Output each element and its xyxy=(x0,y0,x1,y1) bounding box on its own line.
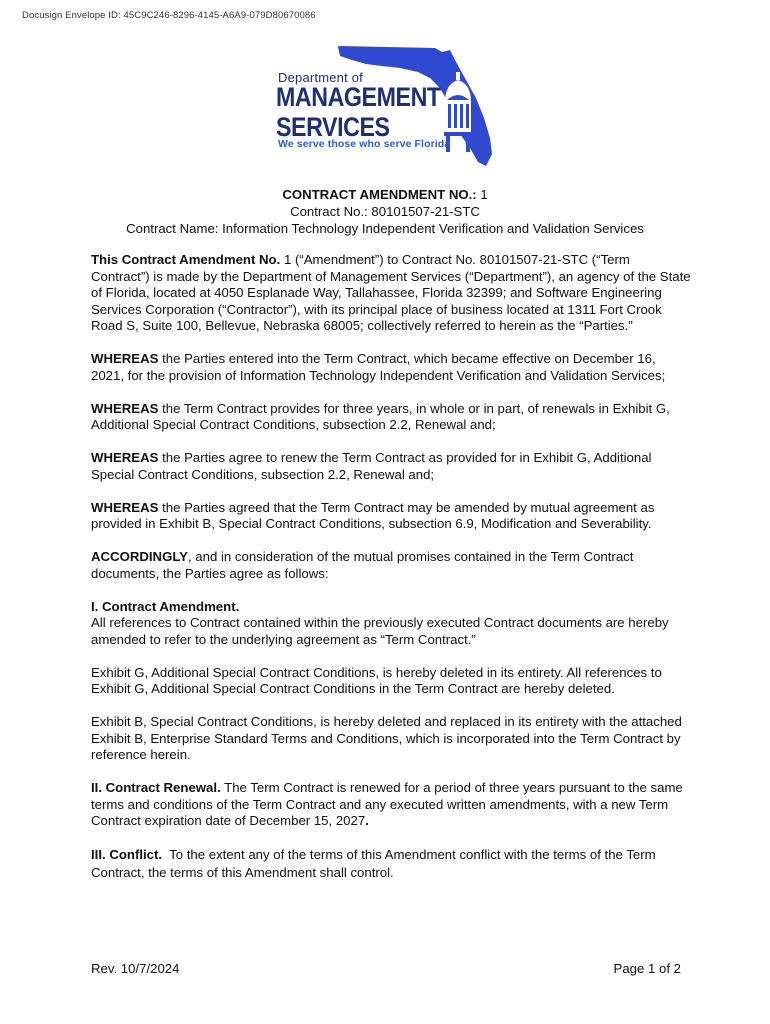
amendment-title-label: CONTRACT AMENDMENT NO.: xyxy=(282,187,477,202)
amendment-title xyxy=(0,186,770,203)
whereas-text-3: the Parties agree to renew the Term Contract as provided for in Exhibit G, Additional Special Contract Conditions, subsection 2.2, Renewal and; xyxy=(91,450,652,482)
page-number: Page 1 of 2 xyxy=(613,961,681,976)
whereas-paragraph-4 xyxy=(91,500,691,533)
section-2-heading: II. Contract Renewal. xyxy=(91,780,221,795)
contract-name: Contract Name: Information Technology Independent Verification and Validation Services xyxy=(126,221,644,236)
whereas-paragraph-2 xyxy=(91,401,691,434)
intro-paragraph xyxy=(91,252,691,335)
section-2-period: . xyxy=(365,813,369,828)
whereas-label: WHEREAS xyxy=(91,499,159,515)
document-header xyxy=(0,186,770,237)
section-conflict xyxy=(91,846,691,882)
section-contract-amendment xyxy=(91,599,691,649)
section-3-heading: III. Conflict. xyxy=(91,847,163,862)
whereas-label: WHEREAS xyxy=(91,450,159,465)
section-3-text: To the extent any of the terms of this Amendment conflict with the terms of the Term Contract, the terms of this Amendment shall control. xyxy=(91,847,660,880)
exhibit-b-paragraph: Exhibit B, Special Contract Conditions, is hereby deleted and replaced in its entirety with the attached Exhibit B, Enterprise Standard Terms and Conditions, which is incorporated into the Term Contract by reference herein. xyxy=(91,714,682,762)
revision-date: Rev. 10/7/2024 xyxy=(91,961,180,976)
exhibit-g-paragraph: Exhibit G, Additional Special Contract Conditions, is hereby deleted in its entirety. All references to Exhibit G, Additional Special Contract Conditions in the Term Contract are hereby deleted. xyxy=(91,664,662,696)
logo-management: MANAGEMENT xyxy=(276,82,441,112)
section-2-text: The Term Contract is renewed for a period of three years pursuant to the same terms and conditions of the Term Contract and any executed written amendments, with a new Term Contract expiration date of December 15, 2027 xyxy=(91,780,683,828)
intro-text: 1 (“Amendment”) to Contract No. 80101507-21-STC (“Term Contract”) is made by the Department of Management Services (“Department”), an agency of the State of Florida, located at 4050 Esplanade Way, Tallahassee, Florida 32399; and Software Engineering Services Corporation (“Contractor”), with its principal place of business located at 1311 Fort Crook Road S, Suite 100, Bellevue, Nebraska 68005; collectively referred to herein as the “Parties.” xyxy=(91,252,691,333)
amendment-number: 1 xyxy=(476,187,488,202)
whereas-paragraph-1 xyxy=(91,351,691,384)
section-1-heading: I. Contract Amendment. xyxy=(91,598,240,614)
accordingly-label: ACCORDINGLY xyxy=(91,549,188,564)
docusign-envelope-id: Docusign Envelope ID: 45C9C246-8296-4145-A6A9-079D80670086 xyxy=(22,10,316,21)
accordingly-paragraph xyxy=(91,549,691,582)
whereas-text-1: the Parties entered into the Term Contract, which became effective on December 16, 2021, for the provision of Information Technology Independent Verification and Validation Services; xyxy=(91,351,666,383)
section-1-text: All references to Contract contained within the previously executed Contract documents are hereby amended to refer to the underlying agreement as “Term Contract.” xyxy=(91,615,669,647)
intro-bold: This Contract Amendment No. xyxy=(91,252,281,267)
logo-services: SERVICES xyxy=(276,112,390,142)
whereas-text-4: the Parties agreed that the Term Contract may be amended by mutual agreement as provided in Exhibit B, Special Contract Conditions, subsection 6.9, Modification and Severability. xyxy=(91,499,655,531)
contract-number: Contract No.: 80101507-21-STC xyxy=(290,204,480,219)
whereas-paragraph-3 xyxy=(91,450,691,483)
whereas-label: WHEREAS xyxy=(91,351,159,366)
whereas-label: WHEREAS xyxy=(91,400,159,416)
logo-department-of: Department of xyxy=(278,70,363,85)
section-contract-renewal xyxy=(91,780,691,830)
dms-logo xyxy=(270,42,510,172)
accordingly-text: , and in consideration of the mutual promises contained in the Term Contract documents, the Parties agree as follows: xyxy=(91,549,634,581)
whereas-text-2: the Term Contract provides for three years, in whole or in part, of renewals in Exhibit G, Additional Special Contract Conditions, subsection 2.2, Renewal and; xyxy=(91,400,670,432)
document-body xyxy=(91,252,691,899)
logo-tagline: We serve those who serve Florida xyxy=(278,138,451,150)
